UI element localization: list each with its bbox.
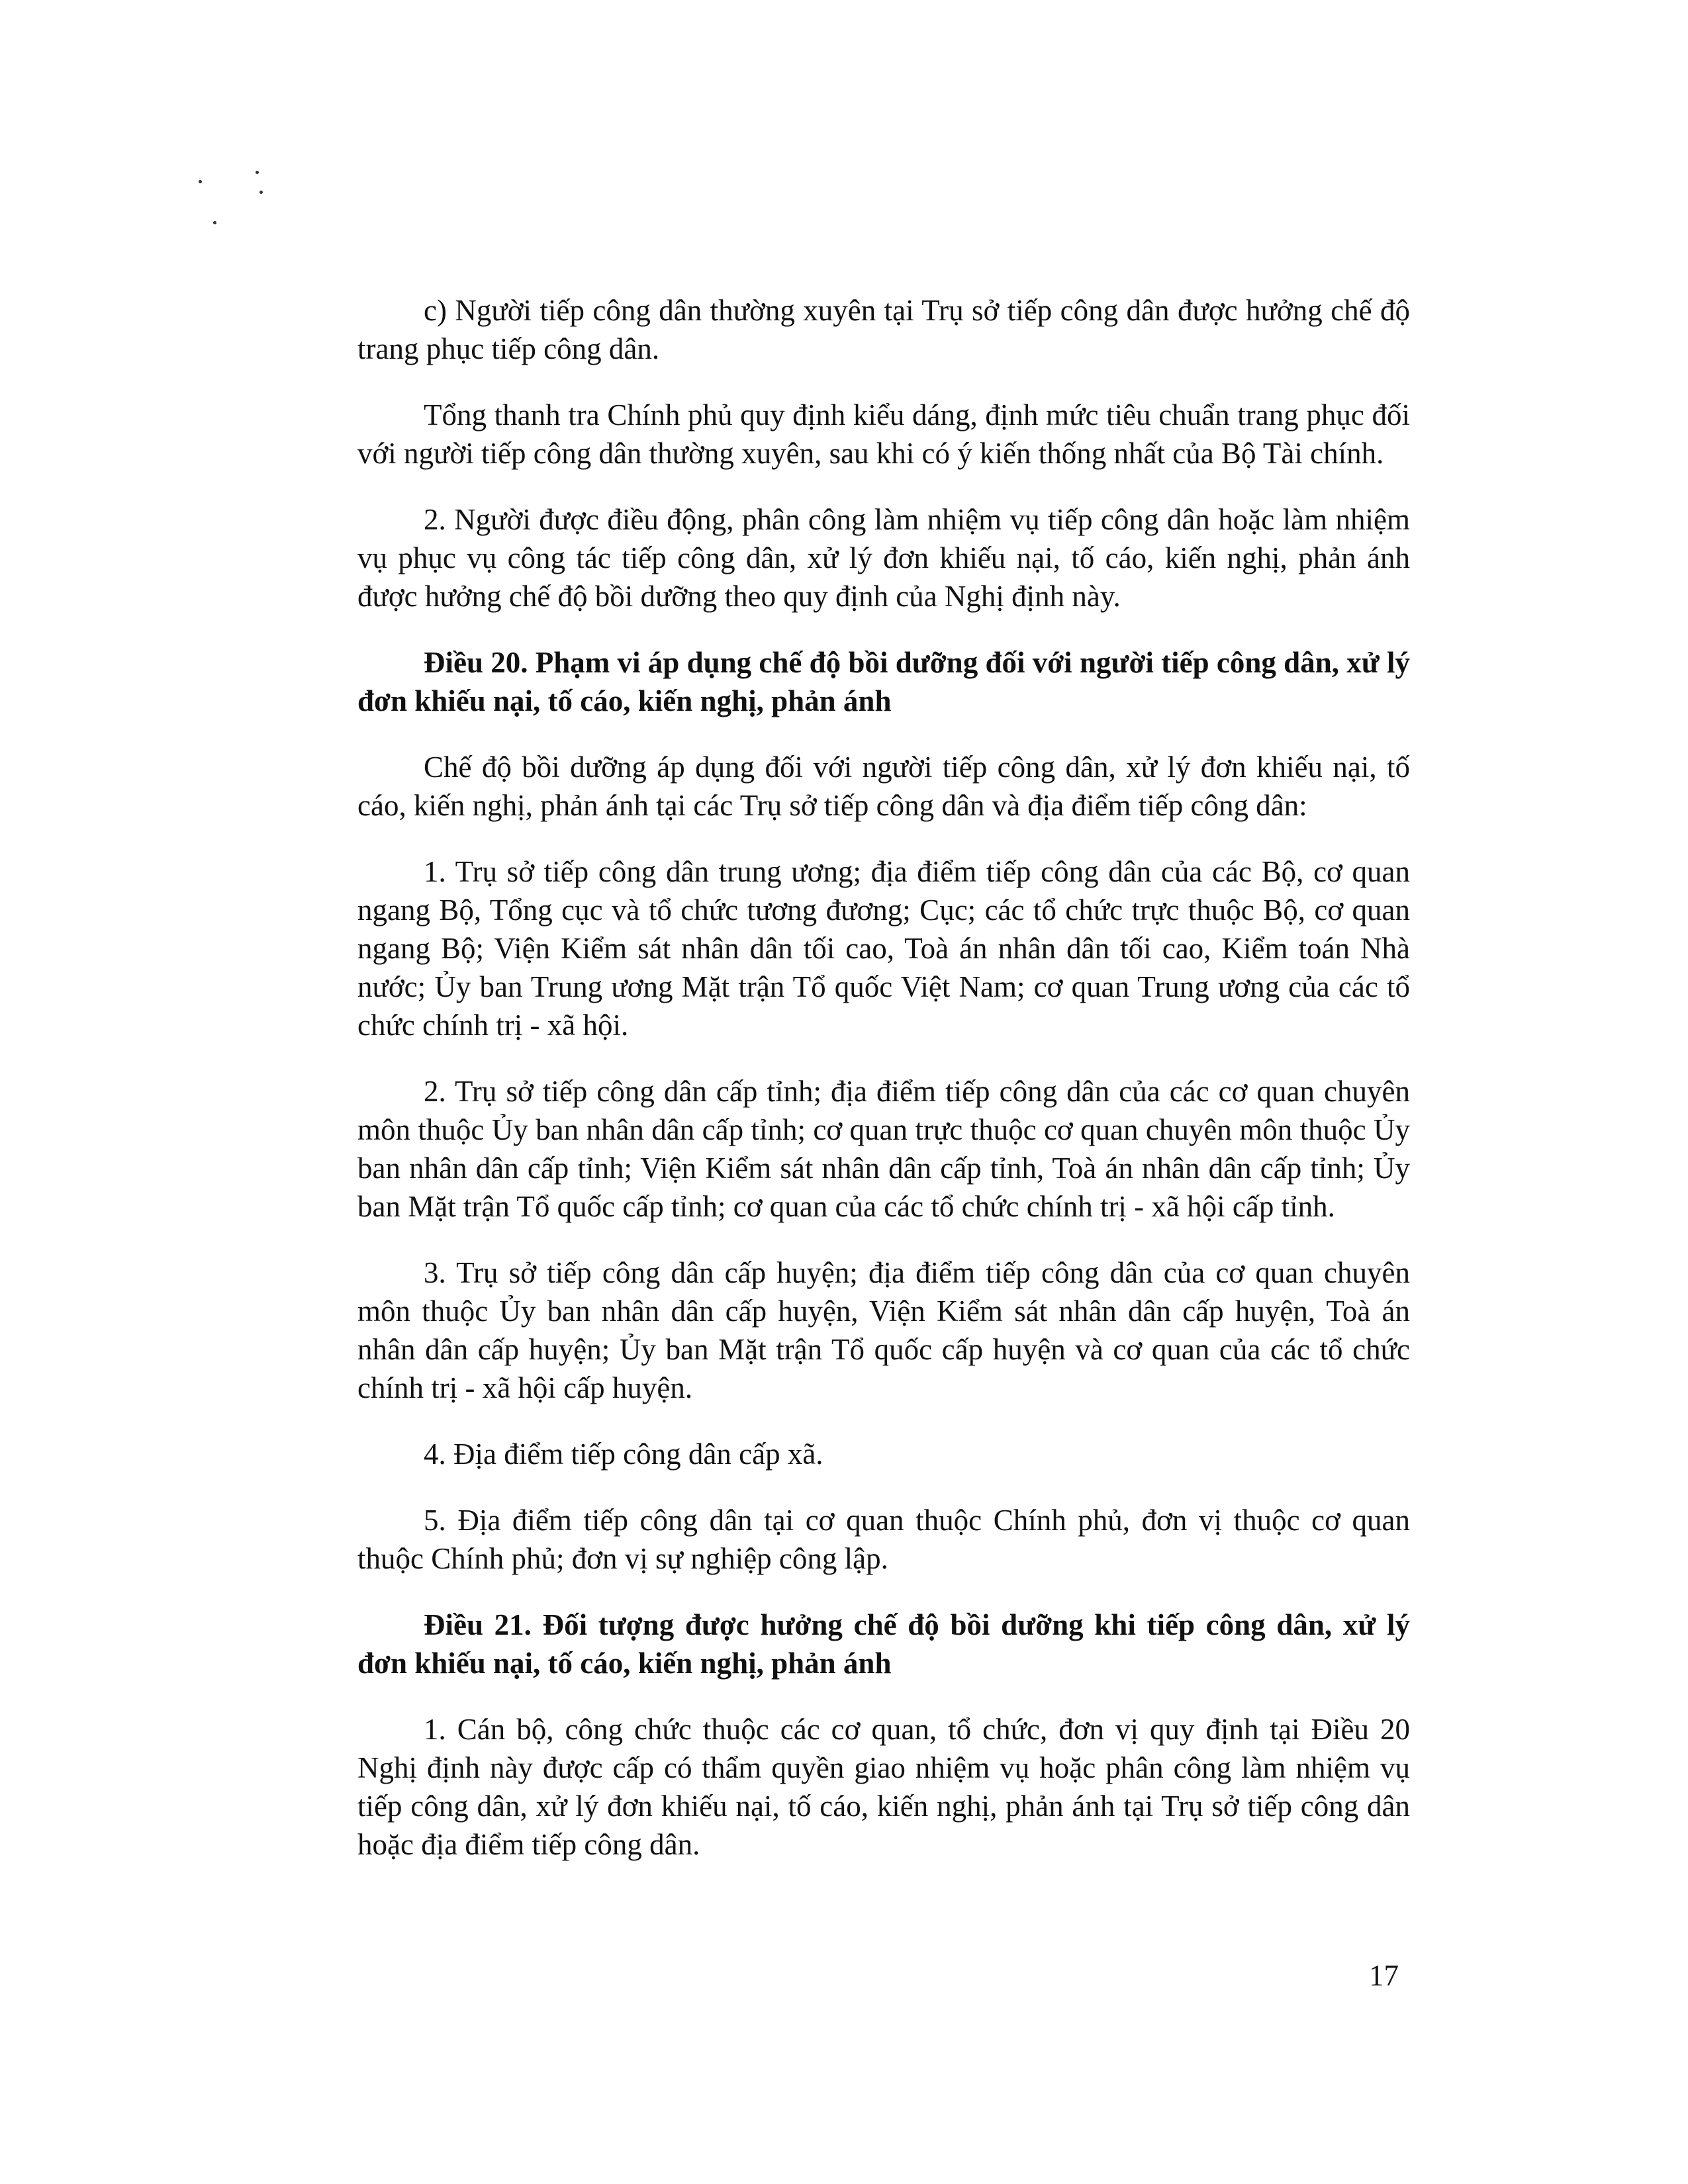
article-20-item-2: 2. Trụ sở tiếp công dân cấp tỉnh; địa điểm tiếp công dân của các cơ quan chuyên môn thuộc Ủy ban nhân dân cấp tỉnh; cơ quan trực thuộc cơ quan chuyên môn thuộc Ủy ban nhân dân cấp tỉnh; Viện Kiểm sát nhân dân cấp tỉnh, Toà án nhân dân cấp tỉnh; Ủy ban Mặt trận Tổ quốc cấp tỉnh; cơ quan của các tổ chức chính trị - xã hội cấp tỉnh.	[357, 1075, 1410, 1223]
page-number: 17	[1369, 1959, 1399, 1992]
article-20-item-3: 3. Trụ sở tiếp công dân cấp huyện; địa điểm tiếp công dân của cơ quan chuyên môn thuộc Ủy ban nhân dân cấp huyện, Viện Kiểm sát nhân dân cấp huyện, Toà án nhân dân cấp huyện; Ủy ban Mặt trận Tổ quốc cấp huyện và cơ quan của các tổ chức chính trị - xã hội cấp huyện.	[357, 1256, 1410, 1404]
article-20-item-5: 5. Địa điểm tiếp công dân tại cơ quan thuộc Chính phủ, đơn vị thuộc cơ quan thuộc Chính phủ; đơn vị sự nghiệp công lập.	[357, 1504, 1410, 1575]
article-20-item-1: 1. Trụ sở tiếp công dân trung ương; địa điểm tiếp công dân của các Bộ, cơ quan ngang Bộ, Tổng cục và tổ chức tương đương; Cục; các tổ chức trực thuộc Bộ, cơ quan ngang Bộ; Viện Kiểm sát nhân dân tối cao, Toà án nhân dân tối cao, Kiểm toán Nhà nước; Ủy ban Trung ương Mặt trận Tổ quốc Việt Nam; cơ quan Trung ương của các tổ chức chính trị - xã hội.	[357, 855, 1410, 1042]
article-21-heading: Điều 21. Đối tượng được hưởng chế độ bồi dưỡng khi tiếp công dân, xử lý đơn khiếu nại, tố cáo, kiến nghị, phản ánh	[357, 1608, 1410, 1680]
scan-speck	[256, 171, 259, 174]
paragraph-c-uniform: c) Người tiếp công dân thường xuyên tại Trụ sở tiếp công dân được hưởng chế độ trang phục tiếp công dân.	[357, 294, 1410, 365]
scan-speck	[259, 191, 263, 194]
document-body	[357, 291, 1410, 1864]
article-20-heading: Điều 20. Phạm vi áp dụng chế độ bồi dưỡng đối với người tiếp công dân, xử lý đơn khiếu nại, tố cáo, kiến nghị, phản ánh	[357, 646, 1410, 717]
article-21-item-1: 1. Cán bộ, công chức thuộc các cơ quan, tổ chức, đơn vị quy định tại Điều 20 Nghị định này được cấp có thẩm quyền giao nhiệm vụ hoặc phân công làm nhiệm vụ tiếp công dân, xử lý đơn khiếu nại, tố cáo, kiến nghị, phản ánh tại Trụ sở tiếp công dân hoặc địa điểm tiếp công dân.	[357, 1713, 1410, 1861]
scan-speck	[199, 180, 202, 183]
scan-speck	[213, 221, 216, 224]
article-20-intro: Chế độ bồi dưỡng áp dụng đối với người tiếp công dân, xử lý đơn khiếu nại, tố cáo, kiến nghị, phản ánh tại các Trụ sở tiếp công dân và địa điểm tiếp công dân:	[357, 751, 1410, 822]
article-20-item-4: 4. Địa điểm tiếp công dân cấp xã.	[424, 1437, 823, 1471]
paragraph-2-allowance: 2. Người được điều động, phân công làm nhiệm vụ tiếp công dân hoặc làm nhiệm vụ phục vụ công tác tiếp công dân, xử lý đơn khiếu nại, tố cáo, kiến nghị, phản ánh được hưởng chế độ bồi dưỡng theo quy định của Nghị định này.	[357, 503, 1410, 613]
paragraph-uniform-standards: Tổng thanh tra Chính phủ quy định kiểu dáng, định mức tiêu chuẩn trang phục đối với người tiếp công dân thường xuyên, sau khi có ý kiến thống nhất của Bộ Tài chính.	[357, 398, 1410, 470]
